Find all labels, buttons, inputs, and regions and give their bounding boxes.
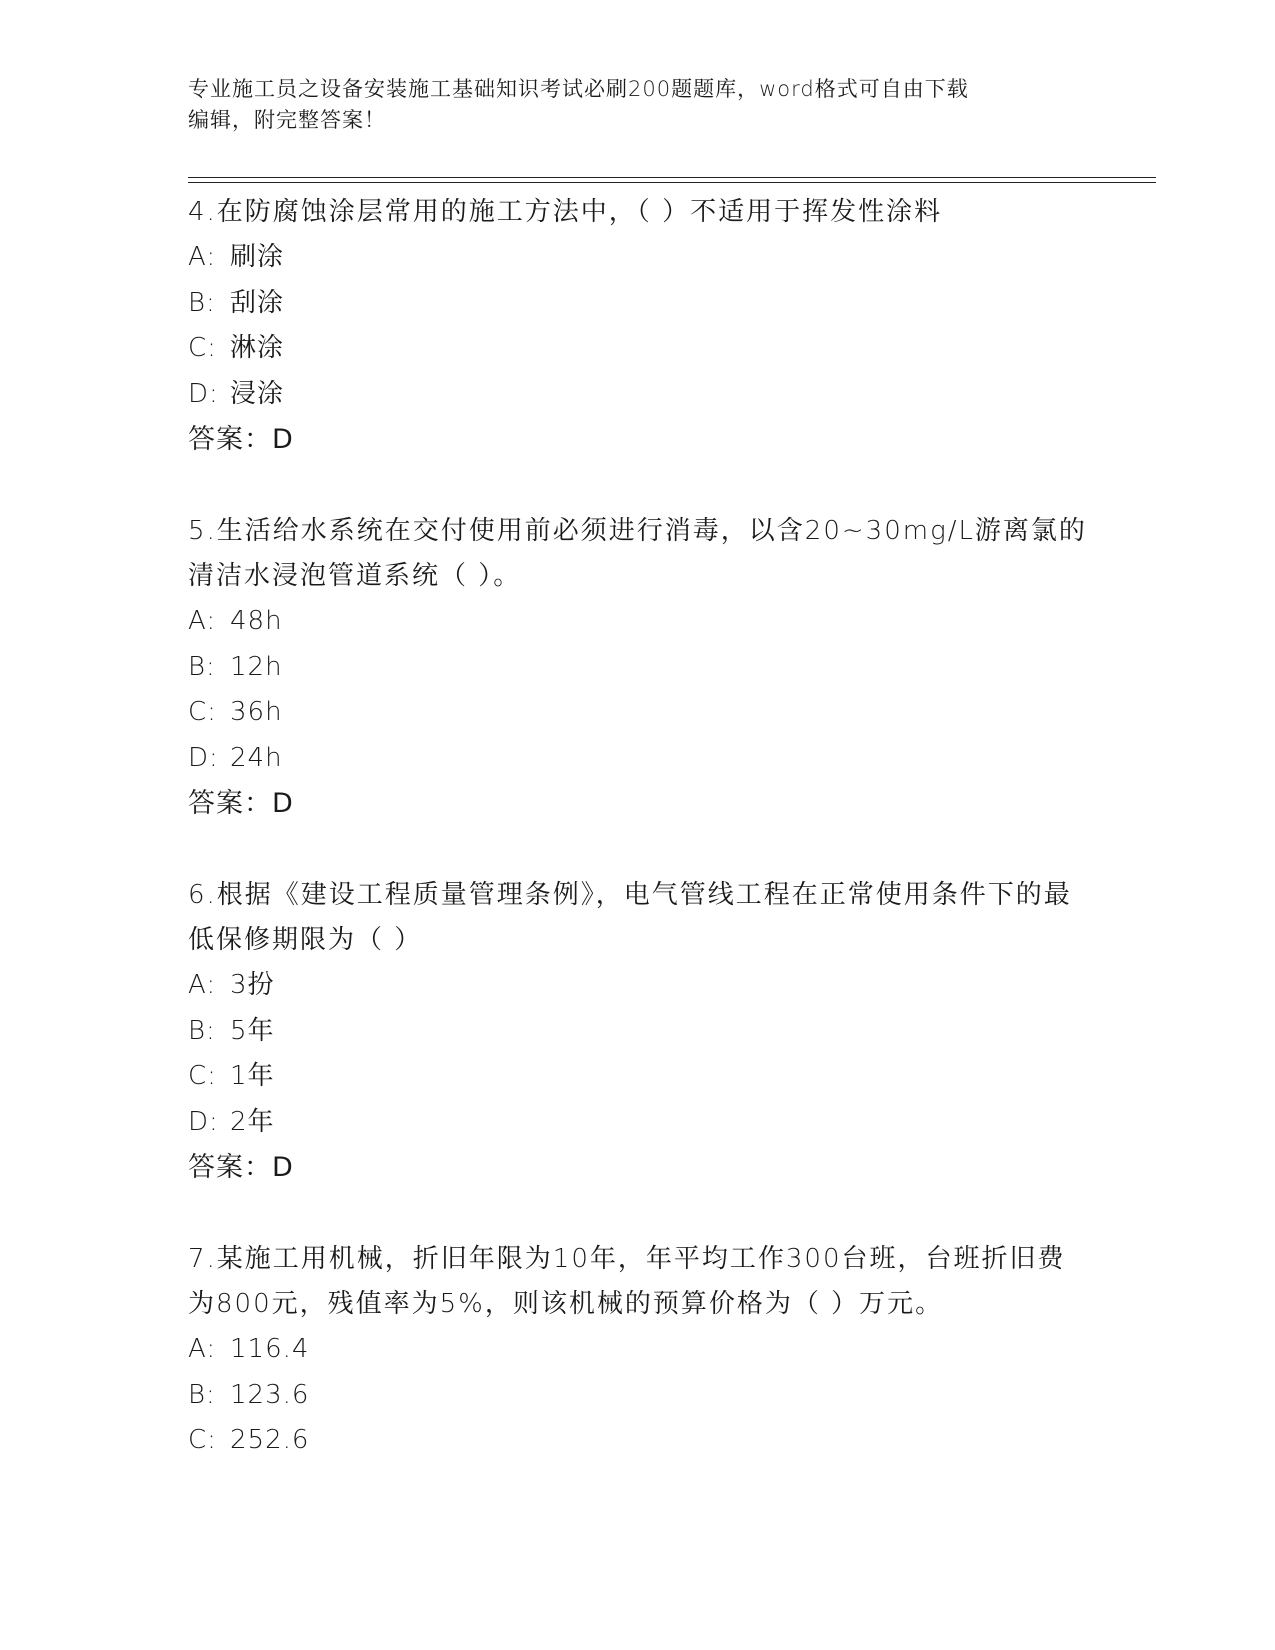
- answer-text: 答案：D: [188, 1152, 294, 1183]
- option-label: D:: [188, 378, 219, 409]
- option-b: [188, 1373, 1088, 1419]
- answer-text: 答案：D: [188, 788, 294, 819]
- question-item: [188, 509, 1088, 827]
- option-label: B:: [188, 1379, 216, 1410]
- option-a: [188, 599, 1088, 645]
- header-divider-bottom: [188, 182, 1156, 183]
- option-label: A:: [188, 606, 217, 636]
- option-label: B:: [188, 651, 216, 682]
- option-c: [188, 1418, 1088, 1464]
- option-value: 刮涂: [230, 287, 285, 318]
- option-c: [188, 690, 1088, 736]
- option-label: A:: [188, 242, 217, 272]
- option-label: D:: [188, 742, 219, 773]
- option-label: C:: [188, 1061, 217, 1091]
- option-value: 淋涂: [230, 333, 285, 363]
- document-header: [188, 74, 1068, 136]
- option-value: 1年: [230, 1061, 275, 1091]
- question-item: [188, 873, 1088, 1191]
- option-value: 123.6: [230, 1379, 310, 1410]
- option-label: D:: [188, 1106, 219, 1137]
- question-item: [188, 190, 1088, 463]
- option-value: 浸涂: [230, 378, 285, 409]
- option-c: [188, 1054, 1088, 1100]
- option-value: 刷涂: [230, 242, 285, 272]
- question-text: 6.根据《建设工程质量管理条例》，电气管线工程在正常使用条件下的最低保修期限为（ ）: [188, 880, 1072, 955]
- answer-text: 答案：D: [188, 424, 294, 455]
- option-label: C:: [188, 333, 217, 363]
- option-c: [188, 326, 1088, 372]
- question-text: 7.某施工用机械，折旧年限为10年，年平均工作300台班，台班折旧费为800元，残值率为5%，则该机械的预算价格为（ ）万元。: [188, 1244, 1066, 1319]
- option-b: [188, 1009, 1088, 1055]
- option-label: C:: [188, 1425, 217, 1455]
- option-value: 3扮: [230, 970, 275, 1000]
- option-b: [188, 281, 1088, 327]
- question-list: [188, 190, 1088, 1510]
- option-d: [188, 372, 1088, 418]
- question-text: 5.生活给水系统在交付使用前必须进行消毒，以含20~30mg/L游离氯的清洁水浸泡管道系统（ ）。: [188, 516, 1087, 591]
- option-a: [188, 1327, 1088, 1373]
- option-d: [188, 736, 1088, 782]
- option-value: 12h: [230, 651, 283, 682]
- option-value: 252.6: [230, 1425, 310, 1455]
- option-value: 116.4: [230, 1334, 310, 1364]
- option-d: [188, 1100, 1088, 1146]
- option-label: C:: [188, 697, 217, 727]
- option-a: [188, 235, 1088, 281]
- header-line-1: 专业施工员之设备安装施工基础知识考试必刷200题题库，word格式可自由下载: [188, 77, 969, 101]
- option-value: 24h: [230, 742, 283, 773]
- option-value: 36h: [230, 697, 283, 727]
- option-value: 2年: [230, 1106, 275, 1137]
- header-divider-top: [188, 177, 1156, 178]
- option-b: [188, 645, 1088, 691]
- option-label: A:: [188, 1334, 217, 1364]
- question-item: [188, 1237, 1088, 1464]
- option-value: 5年: [230, 1015, 275, 1046]
- option-label: B:: [188, 287, 216, 318]
- option-value: 48h: [230, 606, 283, 636]
- option-label: B:: [188, 1015, 216, 1046]
- option-label: A:: [188, 970, 217, 1000]
- header-line-2: 编辑，附完整答案！: [188, 108, 386, 132]
- question-text: 4.在防腐蚀涂层常用的施工方法中，（ ）不适用于挥发性涂料: [188, 197, 943, 227]
- option-a: [188, 963, 1088, 1009]
